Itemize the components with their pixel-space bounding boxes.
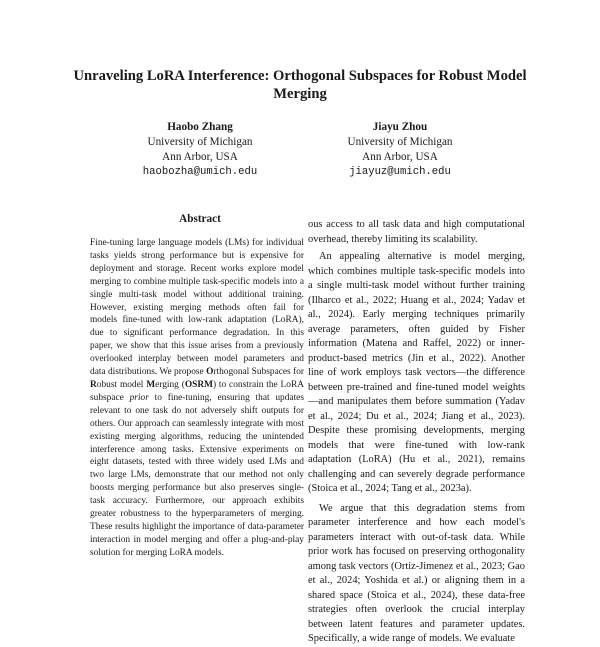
abstract-word: rthogonal Subspaces for [213,367,305,378]
author-location: Ann Arbor, USA [362,151,438,163]
abstract-text-1: Fine-tuning large language models (LMs) for individual tasks yields strong performance but is expensive for deployment and storage. Recent works explore model merging to combine multiple task-specific models into a single multi-task model without additional training. However, existing merging methods often fail for models fine-tuned with low-rank adaptation (LoRA), due to significant performance degradation. In this paper, we show that this issue arises from a previously overlooked interplay between model parameters and data distributions. We propose [90,238,304,378]
acronym-letter: R [90,379,97,390]
body-paragraph-3: We argue that this degradation stems from parameter interference and how each model's parameters interact with out-of-task data. While prior work has focused on preserving orthogonality among task vectors (Ortiz-Jimenez et al., 2023; Gao et al., 2024; Yoshida et al.) or aligning them in a shared space (Stoica et al., 2024), these data-free strategies often overlook the crucial interplay between latent features and parameter updates. Specifically, a wide range of models. We evaluate [308,502,525,644]
method-acronym: OSRM [184,379,213,390]
body-paragraph-2: An appealing alternative is model merging, which combines multiple task-specific models into a single multi-task model without further training (Ilharco et al., 2022; Huang et al., 2024; Yadav et al., 2024). Early merging techniques primarily average parameters, often guided by Fisher information (Matena and Raffel, 2022) or inner-product-based metrics (Jin et al., 2022). Another line of work employs task vectors—the difference between pre-trained and fine-tuned model weights—and manipulates them before summation (Yadav et al., 2024; Du et al., 2024; Jiang et al., 2023). Despite these promising developments, merging models that were fine-tuned with low-rank adaptation (LoRA) (Hu et al., 2021), remains challenging and can severely degrade performance (Stoica et al., 2024; Tang et al., 2023a). [308,251,525,494]
paper-title: Unraveling LoRA Interference: Orthogonal Subspaces for Robust Model Merging [73,68,527,102]
abstract-text-2: ) to constrain the LoRA subspace [90,379,304,403]
author-block-2 [300,120,500,180]
body-paragraph-1: ous access to all task data and high computational overhead, thereby limiting its scalability. [308,219,525,245]
abstract-word: obust model [96,379,147,390]
author-email[interactable]: haobozha@umich.edu [142,166,258,178]
author-affiliation: University of Michigan [347,136,453,148]
abstract-heading: Abstract [179,213,221,225]
author-block-1 [100,120,300,180]
body-column [308,218,525,647]
emphasis-prior: prior [129,392,149,403]
author-email[interactable]: jiayuz@umich.edu [349,166,451,178]
abstract-text-3: to fine-tuning, ensuring that updates relevant to one task do not adversely shift outputs for others. Our approach can seamlessly integrate with most existing merging algorithms, reducing the unintended interference among tasks. Extensive experiments on eight datasets, tested with three widely used LMs and two large LMs, demonstrate that our method not only boosts merging performance but also preserves single-task accuracy. Furthermore, our approach exhibits greater robustness to the hyperparameters of merging. These results highlight the importance of data-parameter interaction in model merging and offer a plug-and-play solution for merging LoRA models. [90,392,304,558]
abstract-text [90,237,304,560]
abstract-word: erging ( [155,379,185,390]
author-affiliation: University of Michigan [147,136,253,148]
author-name: Haobo Zhang [167,121,233,133]
author-name: Jiayu Zhou [372,121,428,133]
acronym-letter: O [206,367,214,378]
author-location: Ann Arbor, USA [162,151,238,163]
acronym-letter: M [146,379,156,390]
